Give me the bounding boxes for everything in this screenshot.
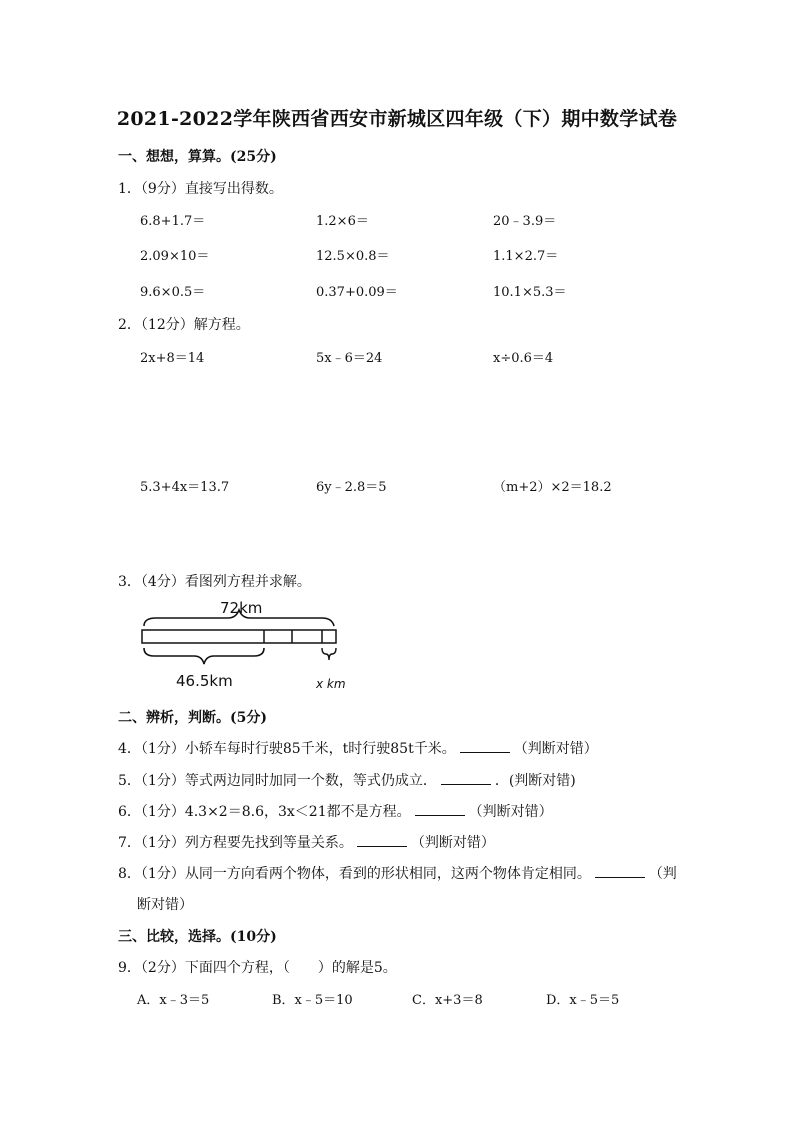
q1-item: 6.8+1.7＝ [140, 214, 206, 229]
q2-equation: x÷0.6＝4 [493, 351, 554, 366]
answer-blank[interactable] [415, 803, 465, 816]
question-8-text: 8．（1分）从同一方向看两个物体，看到的形状相同，这两个物体肯定相同。 [118, 866, 591, 882]
option-b[interactable]: B．x﹣5＝10 [272, 993, 353, 1008]
question-8-suffix: （判 [648, 866, 677, 882]
question-3-stem: 3．（4分）看图列方程并求解。 [118, 574, 311, 590]
question-4-text: 4．（1分）小轿车每时行驶85千米，t时行驶85t千米。 [118, 741, 456, 757]
question-4 [118, 738, 598, 758]
q2-equation: 5.3+4x＝13.7 [140, 480, 230, 495]
question-2-stem: 2．（12分）解方程。 [118, 317, 250, 333]
question-6-text: 6．（1分）4.3×2＝8.6，3x＜21都不是方程。 [118, 804, 411, 820]
option-d[interactable]: D．x﹣5＝5 [546, 993, 620, 1008]
question-5-suffix: ．(判断对错) [494, 773, 576, 789]
total-length-label: 72km [220, 599, 263, 617]
section-1-heading: 一、想想，算算。(25分) [118, 149, 277, 165]
page-title: 2021-2022学年陕西省西安市新城区四年级（下）期中数学试卷 [116, 108, 678, 130]
q1-item: 10.1×5.3＝ [493, 285, 567, 300]
q1-item: 1.1×2.7＝ [493, 249, 559, 264]
question-8 [118, 863, 677, 883]
q2-equation: 2x+8＝14 [140, 351, 205, 366]
x-length-label: x km [316, 677, 346, 691]
x-brace [322, 648, 336, 660]
q2-equation: 6y﹣2.8＝5 [316, 480, 387, 495]
answer-blank[interactable] [441, 772, 491, 785]
question-7 [118, 832, 495, 852]
bottom-brace [144, 648, 264, 664]
q1-item: 2.09×10＝ [140, 249, 210, 264]
question-4-suffix: （判断对错） [513, 741, 598, 757]
q1-item: 20﹣3.9＝ [493, 214, 557, 229]
question-9-stem: 9．（2分）下面四个方程，（ ）的解是5。 [118, 960, 397, 976]
question-8-continuation: 断对错） [137, 897, 193, 913]
segment-diagram [136, 596, 366, 696]
q1-item: 12.5×0.8＝ [316, 249, 390, 264]
section-2-heading: 二、辨析，判断。(5分) [118, 710, 267, 726]
question-6-suffix: （判断对错） [468, 804, 553, 820]
answer-blank[interactable] [595, 865, 645, 878]
section-3-heading: 三、比较，选择。(10分) [118, 929, 277, 945]
answer-blank[interactable] [460, 740, 510, 753]
part-length-label: 46.5km [176, 672, 233, 690]
q2-equation: 5x﹣6＝24 [316, 351, 383, 366]
option-c[interactable]: C．x+3＝8 [412, 993, 483, 1008]
q1-item: 1.2×6＝ [316, 214, 369, 229]
question-1-stem: 1．（9分）直接写出得数。 [118, 181, 283, 197]
question-7-text: 7．（1分）列方程要先找到等量关系。 [118, 835, 353, 851]
question-5 [118, 770, 576, 790]
question-5-text: 5．（1分）等式两边同时加同一个数，等式仍成立． [118, 773, 437, 789]
q1-item: 0.37+0.09＝ [316, 285, 398, 300]
question-7-suffix: （判断对错） [410, 835, 495, 851]
option-a[interactable]: A．x﹣3＝5 [137, 993, 210, 1008]
q1-item: 9.6×0.5＝ [140, 285, 206, 300]
q2-equation: （m+2）×2＝18.2 [493, 480, 612, 495]
answer-blank[interactable] [357, 834, 407, 847]
segment-bar [142, 630, 336, 643]
question-6 [118, 801, 553, 821]
